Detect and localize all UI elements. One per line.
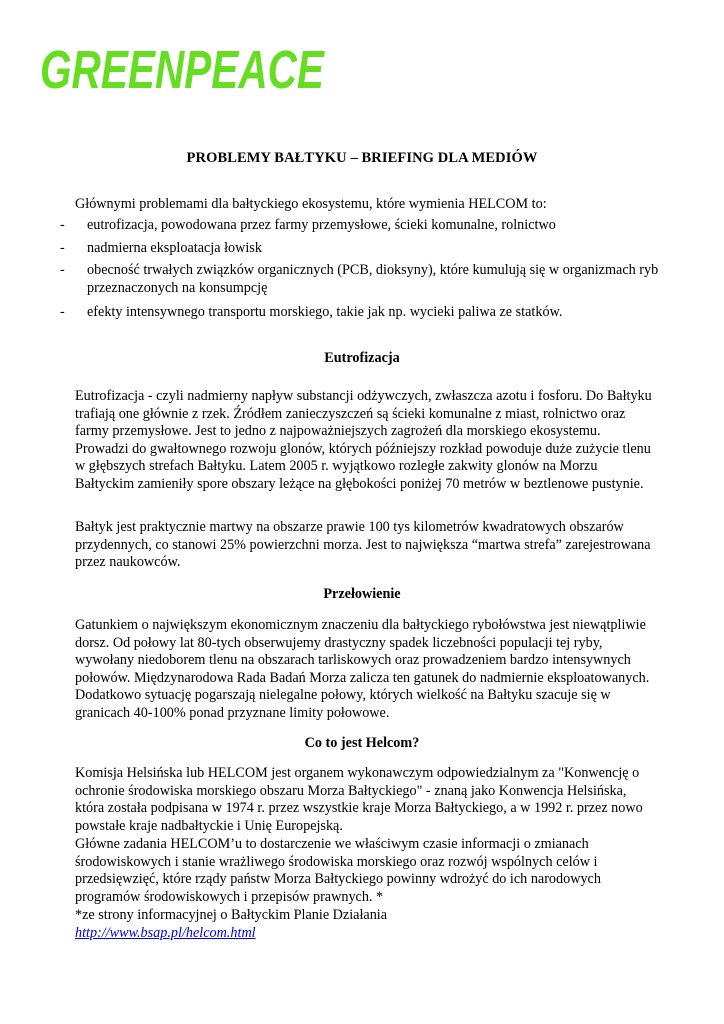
greenpeace-logo bbox=[38, 40, 328, 98]
helcom-paragraph-1: Komisja Helsińska lub HELCOM jest organem wykonawczym odpowiedzialnym za "Konwencję o ochronie środowiska morskiego obszaru Morza Bałtyckiego" - znaną jako Konwencja Helsińska, która została podpisana w 1974 r. przez wszystkie kraje Morza Bałtyckiego, a w 1992 r. przez nowo powstałe kraje nadbałtyckie i Unię Europejską. bbox=[75, 765, 643, 834]
eutrofizacja-paragraph-2: Bałtyk jest praktycznie martwy na obszarze prawie 100 tys kilometrów kwadratowych obszarów przydennych, co stanowi 25% powierzchni morza. Jest to największa “martwa strefa” zarejestrowana przez naukowców. bbox=[75, 519, 651, 570]
section-heading-helcom: Co to jest Helcom? bbox=[304, 735, 420, 751]
section-heading-przelowienie: Przełowienie bbox=[323, 586, 401, 602]
source-link[interactable]: http://www.bsap.pl/helcom.html bbox=[75, 924, 256, 941]
source-note bbox=[75, 907, 655, 942]
page-title: PROBLEMY BAŁTYKU – BRIEFING DLA MEDIÓW bbox=[186, 150, 538, 166]
intro-text: Głównymi problemami dla bałtyckiego ekosystemu, które wymienia HELCOM to: bbox=[75, 196, 547, 212]
helcom-paragraph-2: Główne zadania HELCOM’u to dostarczenie we właściwym czasie informacji o zmianach środowiskowych i stanie wrażliwego środowiska morskiego oraz rozwój wspólnych celów i przedsięwzięć, które rządy państw Morza Bałtyckiego powinny wdrożyć do ich narodowych programów środowiskowych i przepisów prawnych. * bbox=[75, 836, 601, 905]
problems-list bbox=[60, 217, 660, 327]
list-item: - efekty intensywnego transportu morskiego, takie jak np. wycieki paliwa ze statków. bbox=[60, 304, 563, 320]
section-heading-eutrofizacja: Eutrofizacja bbox=[324, 350, 400, 366]
source-note-text: *ze strony informacyjnej o Bałtyckim Planie Działania bbox=[75, 907, 388, 923]
list-item: - eutrofizacja, powodowana przez farmy przemysłowe, ścieki komunalne, rolnictwo bbox=[60, 217, 556, 233]
list-item: - obecność trwałych związków organicznych (PCB, dioksyny), które kumulują się w organizmach ryb przeznaczonych na konsumpcję bbox=[60, 262, 659, 296]
list-item: - nadmierna eksploatacja łowisk bbox=[60, 239, 262, 256]
logo-text: GREENPEACE bbox=[40, 40, 326, 100]
eutrofizacja-paragraph-1: Eutrofizacja - czyli nadmierny napływ substancji odżywczych, zwłaszcza azotu i fosforu. Do Bałtyku trafiają one głównie z rzek. Źródłem zanieczyszczeń są ścieki komunalne z miast, rolnictwo oraz farmy przemysłowe. Jest to jedno z najpoważniejszych zagrożeń dla morskiego ekosystemu. Prowadzi do gwałtownego rozwoju glonów, których późniejszy rozkład powoduje duże zużycie tlenu w głębszych strefach Bałtyku. Latem 2005 r. wyjątkowo rozległe zakwity glonów na Morzu Bałtyckim zamieniły spore obszary leżące na głębokości poniżej 70 metrów w beztlenowe pustynie. bbox=[75, 388, 652, 492]
przelowienie-paragraph: Gatunkiem o największym ekonomicznym znaczeniu dla bałtyckiego rybołówstwa jest niewątpliwie dorsz. Od połowy lat 80-tych obserwujemy drastyczny spadek liczebności populacji tej ryby, wywołany niedoborem tlenu na obszarach tarliskowych oraz prowadzeniem bardzo intensywnych połowów. Międzynarodowa Rada Badań Morza zalicza ten gatunek do nadmiernie eksploatowanych. Dodatkowo sytuację pogarszają nielegalne połowy, których wielkość na Bałtyku szacuje się w granicach 40-100% ponad przyznane limity połowowe. bbox=[75, 617, 650, 721]
